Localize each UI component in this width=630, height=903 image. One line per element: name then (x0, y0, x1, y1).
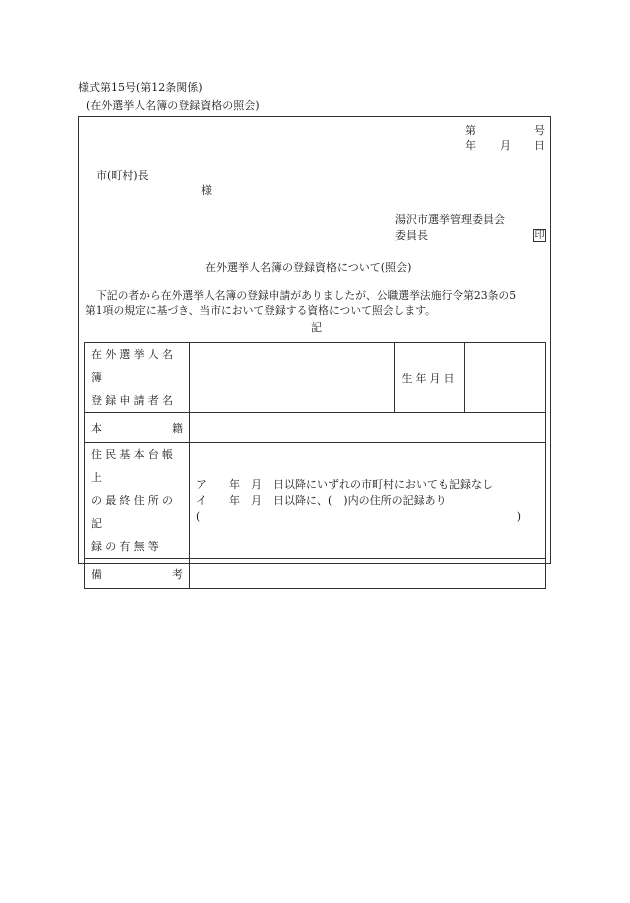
record-option-a: ア 年 月 日以降にいずれの市町村においても記録なし (196, 477, 493, 491)
document-title: 在外選挙人名簿の登録資格について(照会) (205, 261, 412, 274)
registration-table (84, 342, 546, 589)
table-row (85, 413, 546, 443)
applicant-label-line-1: 在外選挙人名簿 (91, 348, 177, 384)
ki-mark: 記 (311, 321, 322, 334)
record-option-i: イ 年 月 日以降に、( )内の住所の記録あり (196, 493, 447, 507)
domicile-label-cell (85, 413, 190, 443)
remarks-value[interactable] (190, 559, 546, 589)
seal-mark: 印 (534, 230, 545, 241)
dob-label: 生年月日 (395, 343, 465, 413)
remarks-label-a: 備 (91, 567, 102, 581)
dob-value[interactable] (465, 343, 546, 413)
table-row (85, 443, 546, 559)
domicile-value[interactable] (190, 413, 546, 443)
record-label-line-1: 住民基本台帳上 (91, 448, 177, 484)
record-label-line-2: の最終住所の記 (91, 494, 177, 530)
address-paren-open: ( (196, 509, 201, 523)
addressee-title: 市(町村)長 (96, 169, 149, 182)
body-line-2: 第1項の規定に基づき、当市において登録する資格について照会します。 (85, 304, 436, 317)
record-label-line-3: 録の有無等 (91, 540, 162, 553)
body-line-1: 下記の者から在外選挙人名簿の登録申請がありましたが、公職選挙法施行令第23条の5 (96, 289, 517, 302)
remarks-label-b: 考 (172, 567, 183, 581)
sender-position: 委員長 (395, 229, 428, 242)
date-month: 月 (500, 139, 511, 152)
table-row (85, 559, 546, 589)
date-day: 日 (534, 139, 545, 152)
address-paren-close: ) (516, 509, 521, 523)
applicant-label-line-2: 登録申請者名 (91, 394, 177, 407)
remarks-label-cell (85, 559, 190, 589)
domicile-label-b: 籍 (172, 421, 183, 435)
sender-organization: 湯沢市選挙管理委員会 (395, 213, 505, 226)
applicant-label-cell (85, 343, 190, 413)
table-row (85, 343, 546, 413)
reference-dai: 第 (465, 124, 476, 137)
domicile-label-a: 本 (91, 421, 102, 435)
date-year: 年 (465, 139, 476, 152)
reference-go: 号 (534, 124, 545, 137)
form-subtitle: (在外選挙人名簿の登録資格の照会) (86, 99, 260, 112)
applicant-name-value[interactable] (190, 343, 395, 413)
form-number: 様式第15号(第12条関係) (78, 81, 203, 94)
record-label-cell (85, 443, 190, 559)
record-value-cell[interactable] (190, 443, 546, 559)
addressee-honorific: 様 (201, 184, 212, 197)
